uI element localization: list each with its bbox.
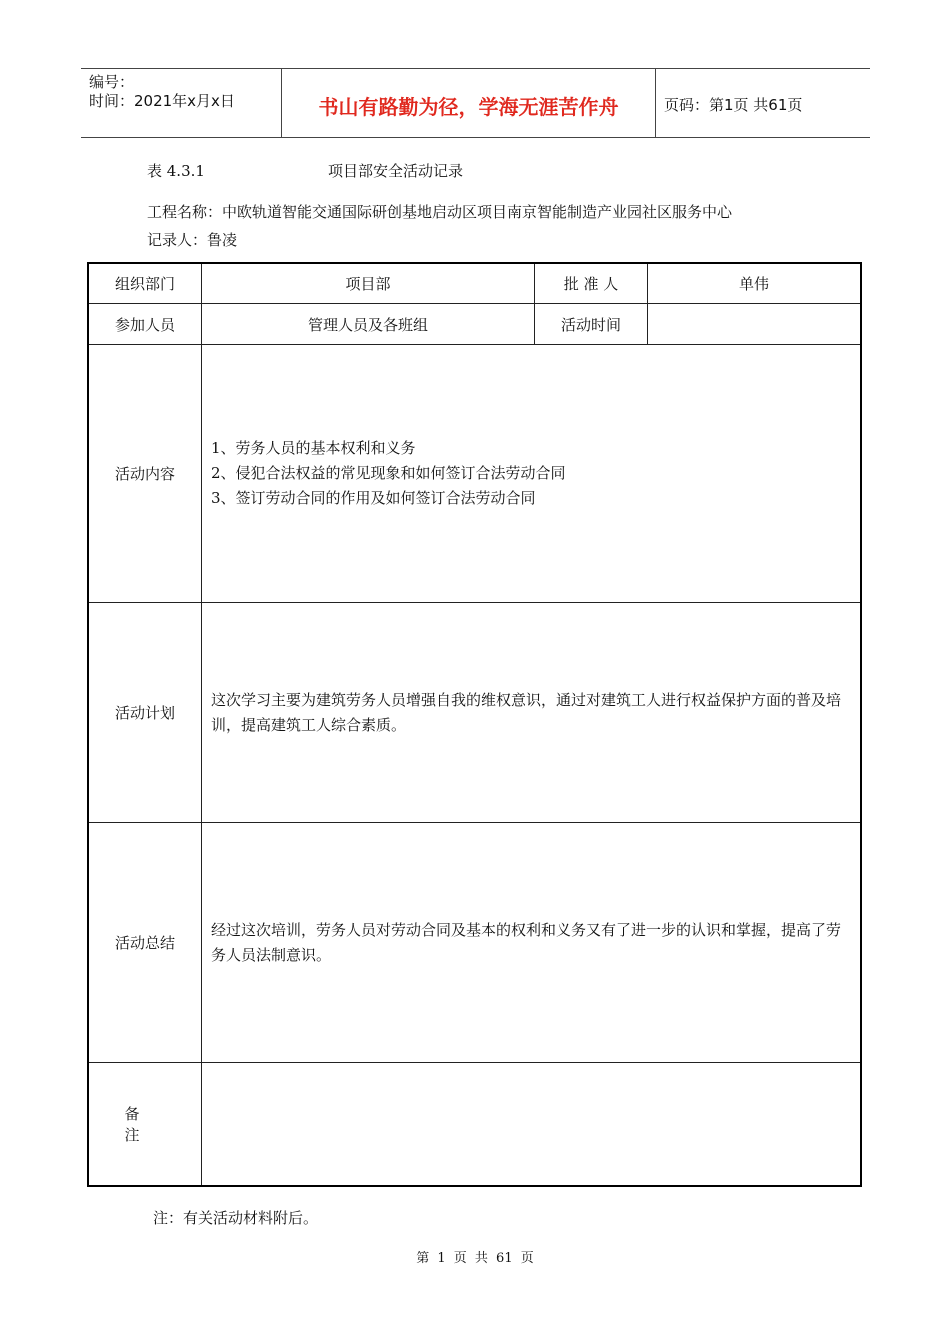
content-label: 活动内容	[114, 465, 175, 483]
remarks-label: 备注	[124, 1105, 180, 1144]
page-info: 页码：第1页 共61页	[664, 96, 803, 114]
org-label: 组织部门	[114, 275, 175, 293]
approver-value: 单伟	[738, 275, 769, 293]
org-value: 项目部	[345, 275, 391, 293]
note: 注：有关活动材料附后。	[153, 1209, 319, 1227]
approver-label: 批 准 人	[563, 275, 619, 293]
summary-body	[202, 823, 860, 1062]
header-motto-cell	[281, 69, 656, 137]
remarks-value	[202, 1063, 860, 1185]
content-item: 2、侵犯合法权益的常见现象和如何签订合法劳动合同	[211, 464, 566, 482]
time-value	[648, 304, 860, 344]
motto: 书山有路勤为径，学海无涯苦作舟	[318, 95, 619, 119]
plan-text: 这次学习主要为建筑劳务人员增强自我的维权意识，通过对建筑工人进行权益保护方面的普及培训，提高建筑工人综合素质。	[211, 690, 842, 734]
summary-label: 活动总结	[114, 934, 175, 952]
page-footer: 第 1 页 共 61 页	[416, 1251, 534, 1266]
project-name: 工程名称：中欧轨道智能交通国际研创基地启动区项目南京智能制造产业园社区服务中心	[147, 203, 733, 221]
content-item: 1、劳务人员的基本权利和义务	[211, 439, 416, 457]
content-body	[202, 345, 860, 602]
table-title: 项目部安全活动记录	[328, 162, 464, 180]
activity-record-table	[87, 262, 862, 1187]
header-meta	[81, 69, 281, 137]
plan-label: 活动计划	[114, 704, 175, 722]
date-line: 时间：2021年x月x日	[89, 92, 235, 110]
participants-label: 参加人员	[114, 315, 175, 334]
page-header	[81, 68, 870, 138]
time-label: 活动时间	[560, 315, 621, 334]
participants-value: 管理人员及各班组	[307, 315, 428, 334]
summary-text: 经过这次培训，劳务人员对劳动合同及基本的权利和义务又有了进一步的认识和掌握，提高了劳务人员法制意识。	[211, 920, 842, 964]
recorder: 记录人：鲁凌	[147, 231, 238, 249]
plan-body	[202, 603, 860, 822]
number-label: 编号：	[89, 73, 135, 91]
content-item: 3、签订劳动合同的作用及如何签订合法劳动合同	[211, 489, 536, 507]
table-number: 表 4.3.1	[147, 162, 205, 180]
